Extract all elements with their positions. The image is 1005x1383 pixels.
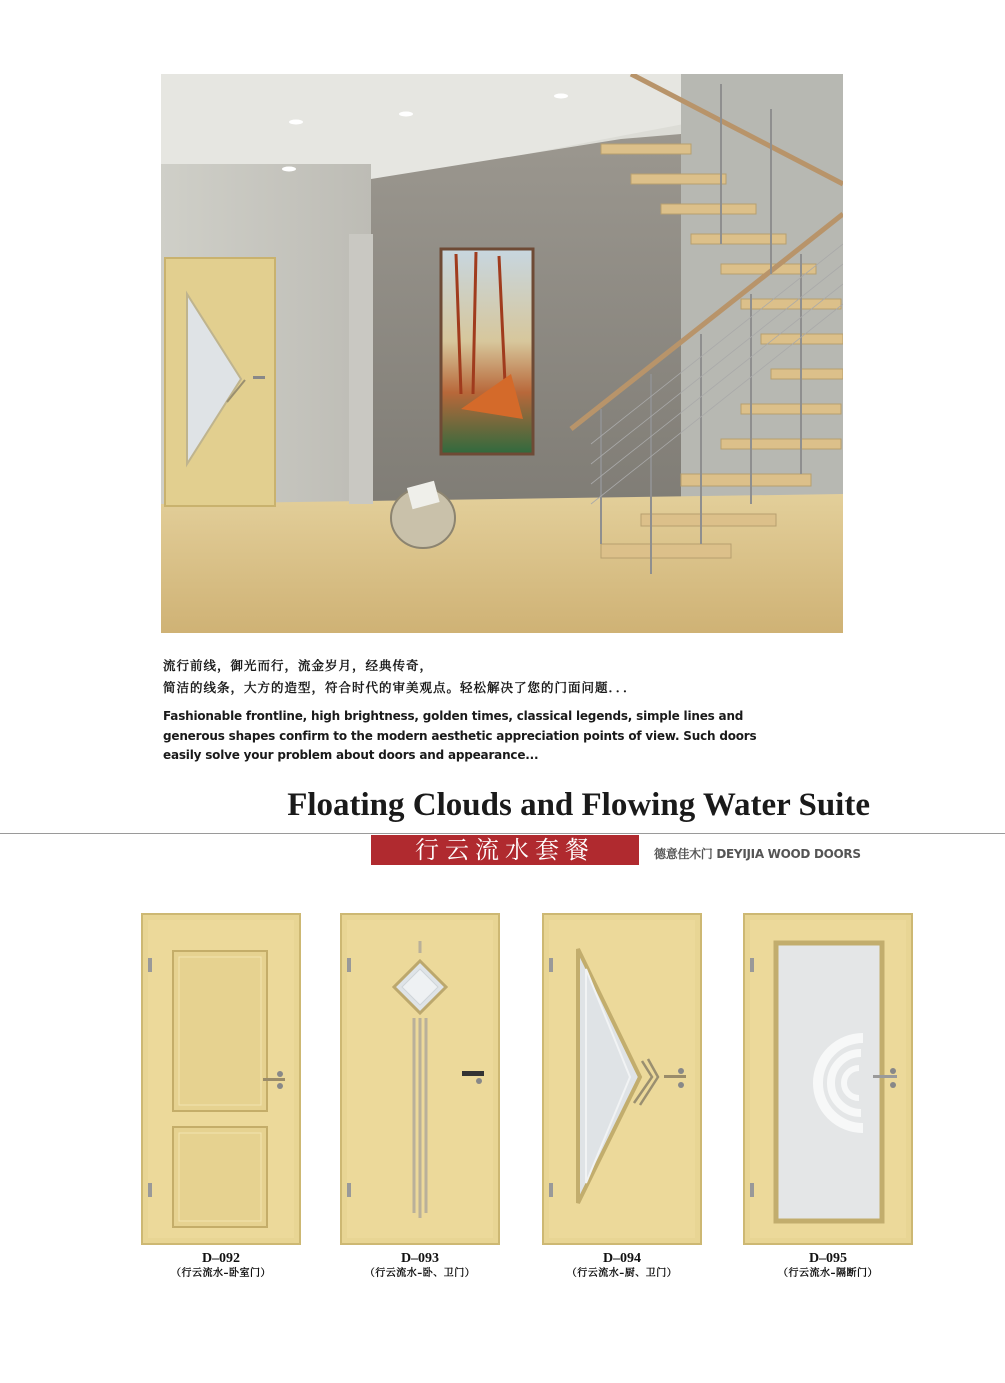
product-name: （行云流水–隔断门） [778, 1268, 878, 1279]
product-code: D–094 [602, 1251, 642, 1266]
door-d094-image [542, 913, 702, 1245]
divider-line [0, 833, 1005, 834]
suite-title-cn-badge: 行云流水套餐 [371, 835, 639, 865]
product-code: D–092 [201, 1251, 241, 1266]
description-cn-line-1: 流行前线，御光而行，流金岁月，经典传奇， [163, 658, 434, 673]
description-block [163, 655, 783, 766]
product-code: D–095 [808, 1251, 848, 1266]
product-caption-d095 [728, 1250, 928, 1281]
hero-interior-photo [161, 74, 843, 633]
product-code: D–093 [400, 1251, 440, 1266]
product-caption-d092 [121, 1250, 321, 1281]
suite-title-en: Floating Clouds and Flowing Water Suite [287, 787, 870, 823]
door-d092-image [141, 913, 301, 1245]
description-en-text: Fashionable frontline, high brightness, golden times, classical legends, simple lines and generous shapes confirm to the modern aesthetic appreciation points of view. Such doors easily solve your problem about doors and appearance... [163, 709, 757, 762]
brand-name: 德意佳木门 DEYIJIA WOOD DOORS [654, 847, 861, 861]
description-cn-line-2: 简洁的线条，大方的造型，符合时代的审美观点。轻松解决了您的门面问题．．． [163, 680, 637, 695]
product-name: （行云流水–厨、卫门） [566, 1268, 678, 1279]
product-caption-d094 [522, 1250, 722, 1281]
door-d093-image [340, 913, 500, 1245]
door-d095-image [743, 913, 913, 1245]
product-caption-d093 [320, 1250, 520, 1281]
product-name: （行云流水–卧室门） [171, 1268, 271, 1279]
product-name: （行云流水–卧、卫门） [364, 1268, 476, 1279]
